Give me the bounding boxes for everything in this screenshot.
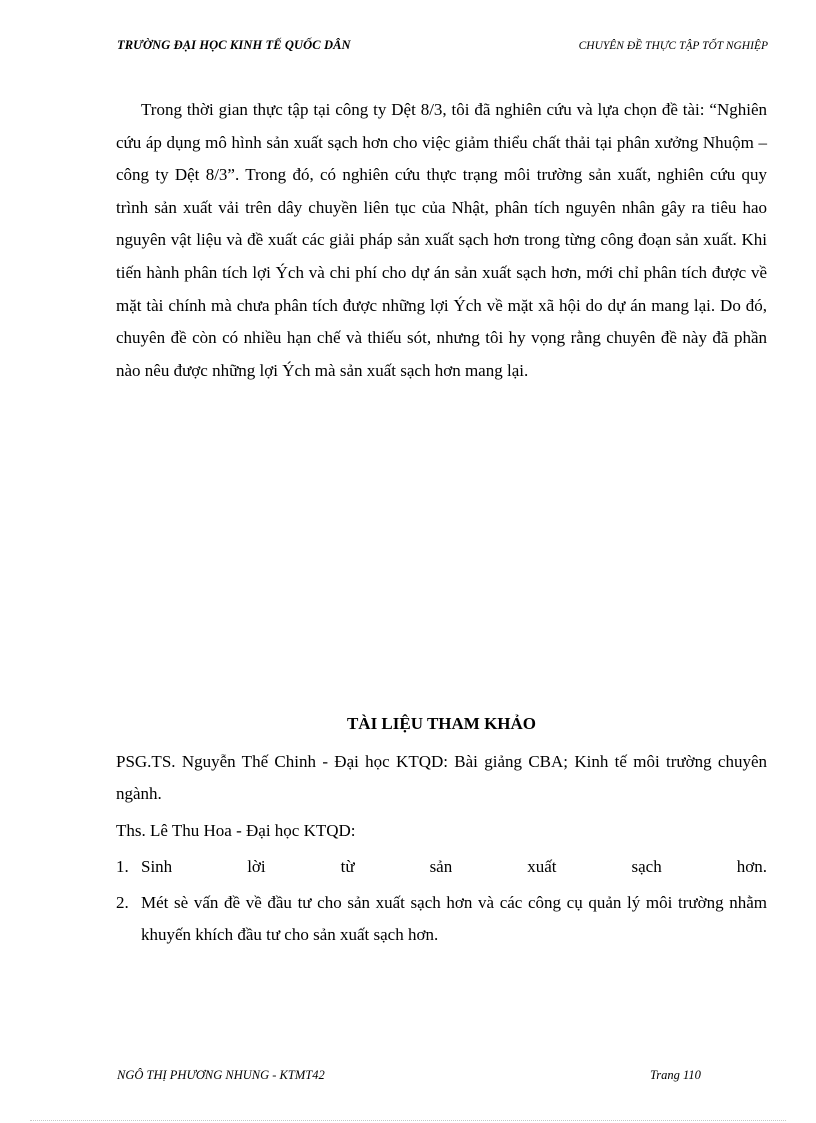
list-item-text: Mét sè vấn đề về đầu tư cho sản xuất sạch hơn và các công cụ quản lý môi trường nhằm khuyến khích đầu tư cho sản xuất sạch hơn.	[141, 893, 767, 944]
header-document-title: CHUYÊN ĐỀ THỰC TẬP TỐT NGHIỆP	[578, 40, 768, 52]
reference-list-item-2	[116, 887, 767, 951]
conclusion-paragraph: Trong thời gian thực tập tại công ty Dệt 8/3, tôi đã nghiên cứu và lựa chọn đề tài: “Nghiên cứu áp dụng mô hình sản xuất sạch hơn cho việc giảm thiểu chất thải tại phân xưởng Nhuộm – công ty Dệt 8/3”. Trong đó, có nghiên cứu thực trạng môi trường sản xuất, nghiên cứu quy trình sản xuất vải trên dây chuyền liên tục của Nhật, phân tích nguyên nhân gây ra tiêu hao nguyên vật liệu và đề xuất các giải pháp sản xuất sạch hơn trong từng công đoạn sản xuất. Khi tiến hành phân tích lợi Ých và chi phí cho dự án sản xuất sạch hơn, mới chỉ phân tích được về mặt tài chính mà chưa phân tích được những lợi Ých về mặt xã hội do dự án mang lại. Do đó, chuyên đề còn có nhiều hạn chế và thiếu sót, nhưng tôi hy vọng rằng chuyên đề này đã phần nào nêu được những lợi Ých mà sản xuất sạch hơn mang lại.	[116, 100, 767, 380]
list-word: từ	[340, 857, 355, 876]
header-school-name: TRƯỜNG ĐẠI HỌC KINH TẾ QUỐC DÂN	[117, 38, 351, 52]
footer-page-number: Trang 110	[650, 1068, 701, 1082]
list-item-number: 2.	[116, 893, 129, 912]
page-bottom-edge	[30, 1120, 786, 1121]
reference-entry-2: Ths. Lê Thu Hoa - Đại học KTQD:	[116, 821, 356, 840]
list-word: sạch	[631, 857, 662, 876]
references-title: TÀI LIỆU THAM KHẢO	[346, 714, 537, 733]
list-word: xuất	[527, 857, 557, 876]
footer-author: NGÔ THỊ PHƯƠNG NHUNG - KTMT42	[117, 1068, 325, 1082]
list-word: hơn.	[736, 857, 767, 876]
list-item-number: 1.	[116, 857, 129, 876]
list-item-text	[141, 851, 767, 883]
list-word: sản	[429, 857, 453, 876]
reference-entry-1: PSG.TS. Nguyễn Thế Chinh - Đại học KTQD: Bài giảng CBA; Kinh tế môi trường chuyên ngành.	[116, 752, 767, 803]
list-word: lời	[247, 857, 266, 876]
reference-list-item-1	[116, 851, 767, 883]
list-word: Sinh	[141, 857, 173, 876]
